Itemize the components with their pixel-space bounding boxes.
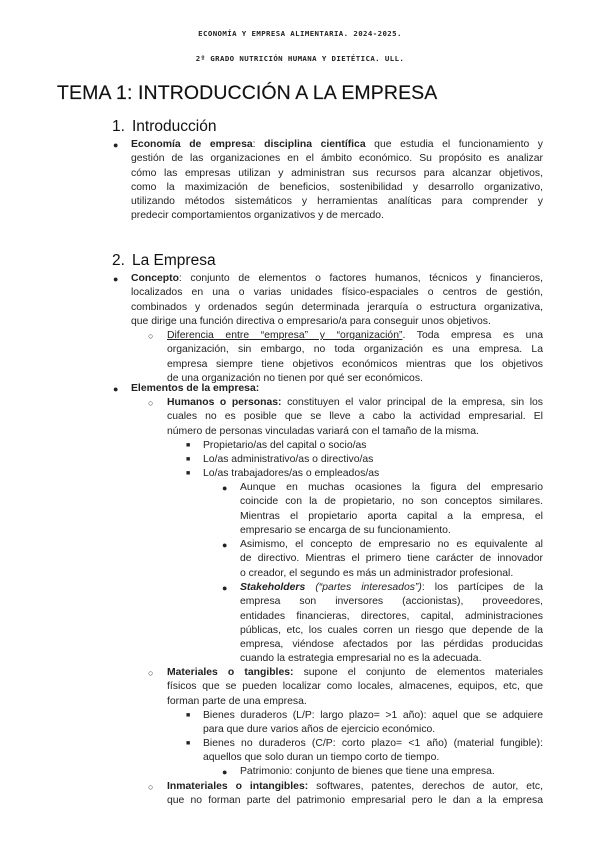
square-bullet-icon: ■ [186,712,191,719]
text-line: Aunque en muchas ocasiones la figura del empresario [240,482,543,493]
term-inmateriales: Inmateriales o intangibles: [167,781,309,792]
text-line: entidades financieras, directores, capital, administraciones [240,610,543,622]
text-line: públicas, etc, los cuales corren un riesgo que depende de la [240,624,543,636]
text-line: de directivo. Mientras el primero tiene carácter de innovador [240,553,543,565]
circle-bullet-icon: ○ [148,398,154,408]
text-line: Lo/as administrativo/as o directivo/as [203,454,374,465]
empresario-paragraph [240,481,543,538]
intro-paragraph [131,138,543,224]
bullet-icon: ● [222,540,228,550]
text-line: Patrimonio: conjunto de bienes que tiene una empresa. [240,766,495,777]
text-line: utilizando métodos sistemáticos y herramientas analíticas para comprender y [131,196,543,207]
text-line: softwares, patentes, derechos de autor, etc, [308,781,543,792]
humanos-paragraph [167,396,543,439]
text-line: empresa son inversores (accionistas), proveedores, [240,596,543,608]
inmateriales-paragraph [167,780,543,809]
no-duraderos-paragraph [203,737,543,766]
underlined-diferencia: Diferencia entre “empresa” y “organización” [167,330,403,341]
bullet-icon: ● [222,483,228,493]
patrimonio-item [240,765,543,779]
concepto-paragraph [131,272,543,329]
section-1-title: Introducción [132,118,217,135]
circle-bullet-icon: ○ [148,782,154,792]
term-humanos: Humanos o personas: [167,397,282,408]
text-italic: (“partes interesados”) [305,582,422,593]
materiales-paragraph [167,666,543,709]
text-line: empresario se encarga de su funcionamiento. [240,524,451,536]
section-2-title: La Empresa [132,252,216,269]
text-line: que estudia el funcionamiento y [365,139,543,150]
square-bullet-icon: ■ [186,470,191,477]
text-line: aquellos que solo duran un tiempo corto de tiempo. [203,752,440,764]
text-line: o creador, el segundo es más un administrador profesional. [240,567,514,579]
elementos-heading [131,382,431,396]
text-line: cuando la estrategia empresarial no es la adecuada. [240,653,482,665]
text-line: Asimismo, el concepto de empresario no es equivalente al [240,539,543,550]
text-line: Lo/as trabajadores/as o empleados/as [203,468,380,479]
text-line: que no forman parte del patrimonio empresarial pero le dan a la empresa [167,795,543,807]
circle-bullet-icon: ○ [148,331,154,341]
text-line: cuales no es posible que se lleve a cabo la actividad empresarial. El [167,411,543,423]
text-line: localizados en una o varias unidades físico-espaciales o centros de gestión, [131,287,543,299]
term-disciplina-cientifica: disciplina científica [264,139,366,150]
text-line: Bienes no duraderos (C/P: corto plazo= <1 año) (material fungible): [203,738,543,749]
bullet-icon: ● [113,140,119,150]
duraderos-paragraph [203,709,543,738]
bullet-icon: ● [222,583,228,593]
text-line: gestión de las organizaciones en el ámbito económico. Su propósito es analizar [131,153,543,165]
section-1-heading [112,118,312,138]
header-line-1: ECONOMÍA Y EMPRESA ALIMENTARIA. 2024-2025. [198,29,402,38]
list-item [203,467,543,481]
text-line: que dirige una función directiva o empresario/a para conseguir unos objetivos. [131,315,491,327]
text-line: para que dure varios años de ejercicio económico. [203,724,436,736]
colon: : [252,139,265,150]
square-bullet-icon: ■ [186,740,191,747]
text-line: empresa siempre tiene objetivos económicos mientras que los objetivos [167,358,543,370]
text-line: Elementos de la empresa: [131,383,260,394]
section-1-number: 1. [112,118,125,135]
text-line: : los partícipes de la [421,582,543,593]
text-line: de una organización no tienen por qué ser económicos. [167,372,423,384]
text-line: número de personas vinculadas variará con el tamaño de la misma. [167,425,479,437]
header-line-2: 2º GRADO NUTRICIÓN HUMANA Y DIETÉTICA. ULL. [195,54,405,63]
text-line: cómo las empresas utilizan y administran sus recursos para alcanzar objetivos, [131,167,543,179]
page-title: TEMA 1: INTRODUCCIÓN A LA EMPRESA [57,82,438,104]
square-bullet-icon: ■ [186,442,191,449]
term-concepto: Concepto [131,273,179,284]
text-line: Bienes duraderos (L/P: largo plazo= >1 año): aquel que se adquiere [203,710,543,721]
text-line: Propietario/as del capital o socio/as [203,440,367,451]
text-line: . Toda empresa es una [402,330,543,341]
text-line: como la maximización de beneficios, sostenibilidad y desarrollo organizativo, [131,181,543,193]
circle-bullet-icon: ○ [148,668,154,678]
term-economia-empresa: Economía de empresa [131,139,253,150]
square-bullet-icon: ■ [186,456,191,463]
term-materiales: Materiales o tangibles: [167,667,294,678]
list-item [203,453,543,467]
section-2-heading [112,252,312,272]
stakeholders-paragraph [240,581,543,667]
text-line: coincide con la de propietario, no son conceptos similares. [240,496,543,508]
text-line: predecir comportamientos organizativos y de mercado. [131,210,384,222]
text-line: Mientras el propietario aporta capital a la empresa, el [240,510,543,522]
text-line: empresa, viéndose afectados por las pérdidas producidas [240,639,543,650]
section-2-number: 2. [112,252,125,269]
list-item [203,439,543,453]
text-line: : conjunto de elementos o factores humanos, técnicos y financieros, [178,273,543,284]
bullet-icon: ● [113,274,119,284]
term-stakeholders: Stakeholders [240,582,306,593]
directivo-paragraph [240,538,543,581]
text-line: combinados y ordenados según determinada jerarquía o estructura organizativa, [131,301,543,313]
text-line: supone el conjunto de elementos materiales [293,667,543,678]
text-line: forman parte de una empresa. [167,695,307,707]
diferencia-paragraph [167,329,543,386]
bullet-icon: ● [113,384,119,394]
text-line: organización, sin embargo, no toda organización es una empresa. La [167,344,543,356]
text-line: físicos que se pueden localizar como locales, almacenes, equipos, etc, que [167,681,543,693]
bullet-icon: ● [222,767,228,777]
text-line: constituyen el valor principal de la empresa, sin los [281,397,544,408]
